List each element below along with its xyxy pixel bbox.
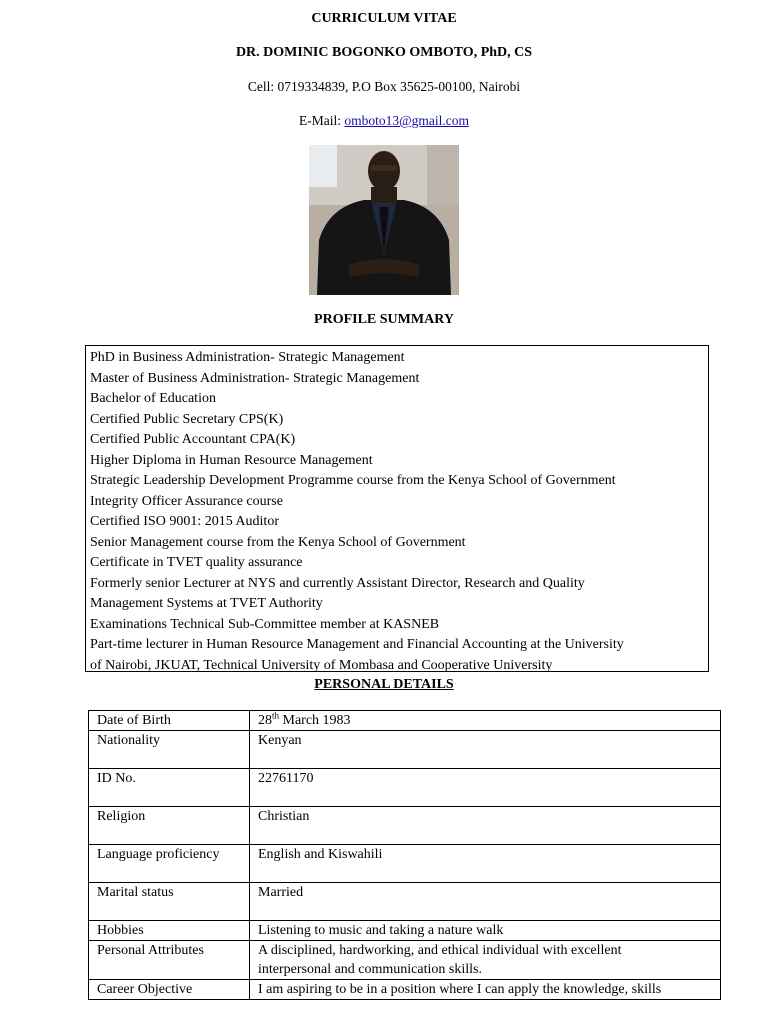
profile-line: Certified Public Accountant CPA(K)	[90, 432, 296, 447]
religion-value: Christian	[250, 807, 721, 845]
hobbies-label: Hobbies	[89, 921, 250, 941]
profile-photo-image	[309, 145, 459, 295]
table-row	[89, 921, 721, 941]
profile-line: Certified Public Secretary CPS(K)	[90, 411, 284, 427]
contact-line: Cell: 0719334839, P.O Box 35625-00100, Nairobi	[247, 79, 521, 94]
dob-suffix: th	[272, 710, 280, 721]
attributes-value	[250, 941, 721, 980]
table-row	[89, 845, 721, 883]
profile-line: Certificate in TVET quality assurance	[90, 555, 303, 570]
email-line	[0, 113, 768, 129]
marital-value: Married	[250, 883, 721, 921]
language-label: Language proficiency	[89, 845, 250, 883]
profile-line: Formerly senior Lecturer at NYS and currently Assistant Director, Research and Quality	[90, 575, 585, 591]
profile-line: Examinations Technical Sub-Committee member at KASNEB	[90, 616, 440, 632]
nationality-value: Kenyan	[250, 731, 721, 769]
religion-label: Religion	[89, 807, 250, 845]
profile-line: Part-time lecturer in Human Resource Management and Financial Accounting at the University	[90, 637, 624, 652]
profile-line: Master of Business Administration- Strategic Management	[90, 370, 420, 386]
id-value: 22761170	[250, 769, 721, 807]
table-row	[89, 980, 721, 1000]
dob-label: Date of Birth	[89, 711, 250, 731]
attributes-line-1: A disciplined, hardworking, and ethical individual with excellent	[258, 943, 622, 958]
personal-details-heading	[0, 677, 768, 693]
email-link[interactable]: omboto13@gmail.com	[344, 113, 469, 128]
profile-summary-heading: PROFILE SUMMARY	[314, 312, 454, 327]
id-label: ID No.	[89, 769, 250, 807]
profile-line: Bachelor of Education	[90, 391, 216, 406]
dob-day: 28	[258, 713, 272, 728]
table-row	[89, 807, 721, 845]
table-row	[89, 883, 721, 921]
dob-value	[250, 711, 721, 731]
profile-line: Management Systems at TVET Authority	[90, 596, 323, 611]
nationality-label: Nationality	[89, 731, 250, 769]
email-label: E-Mail:	[299, 113, 345, 128]
attributes-label: Personal Attributes	[89, 941, 250, 980]
profile-summary-box	[85, 345, 709, 672]
profile-line: Integrity Officer Assurance course	[90, 493, 283, 509]
personal-details-table	[88, 710, 721, 1000]
cv-title: CURRICULUM VITAE	[311, 11, 457, 26]
personal-details-heading-text: PERSONAL DETAILS	[314, 677, 454, 692]
marital-label: Marital status	[89, 883, 250, 921]
objective-value: I am aspiring to be in a position where I can apply the knowledge, skills	[250, 980, 721, 1000]
profile-line: Higher Diploma in Human Resource Management	[90, 452, 373, 468]
profile-line: Senior Management course from the Kenya School of Government	[90, 534, 466, 550]
profile-photo	[309, 145, 459, 295]
table-row	[89, 769, 721, 807]
profile-line: of Nairobi, JKUAT, Technical University of Mombasa and Cooperative University	[90, 657, 553, 673]
profile-line: Strategic Leadership Development Programme course from the Kenya School of Government	[90, 473, 616, 488]
table-row	[89, 941, 721, 980]
table-row	[89, 731, 721, 769]
attributes-line-2: interpersonal and communication skills.	[258, 962, 482, 977]
language-value: English and Kiswahili	[250, 845, 721, 883]
candidate-name: DR. DOMINIC BOGONKO OMBOTO, PhD, CS	[235, 45, 533, 60]
hobbies-value: Listening to music and taking a nature walk	[250, 921, 721, 941]
profile-line: Certified ISO 9001: 2015 Auditor	[90, 514, 279, 529]
profile-line: PhD in Business Administration- Strategic Management	[90, 350, 405, 365]
objective-label: Career Objective	[89, 980, 250, 1000]
dob-rest: March 1983	[279, 713, 351, 728]
table-row	[89, 711, 721, 731]
